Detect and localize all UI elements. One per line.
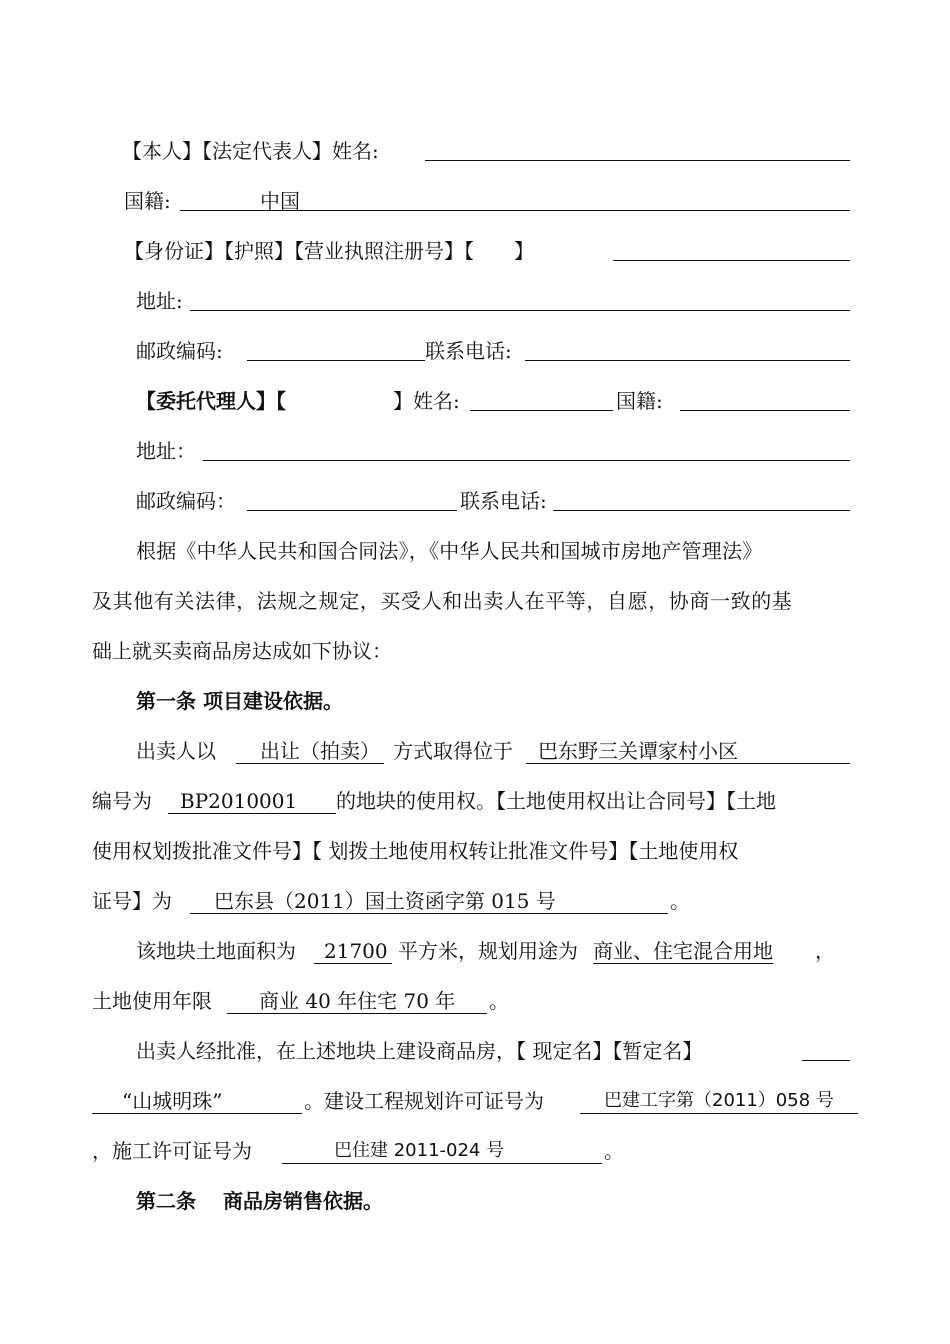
seller-rep-id-field[interactable] xyxy=(613,238,850,261)
agent-name-label-prefix: 【委托代理人】【 xyxy=(136,389,286,413)
article1-p5-text-a: 该地块土地面积为 xyxy=(136,939,296,963)
article1-land-term: 商业 40 年住宅 70 年 xyxy=(227,986,487,1016)
article1-land-use: 商业、住宅混合用地 xyxy=(593,936,773,966)
article1-project-name: “山城明珠” xyxy=(92,1086,302,1116)
article1-location: 巴东野三关谭家村小区 xyxy=(526,736,850,766)
seller-rep-postcode-field[interactable] xyxy=(247,338,425,361)
seller-rep-name-field[interactable] xyxy=(425,138,850,161)
article1-p4-text-a: 证号】为 xyxy=(92,889,172,913)
agent-name-field[interactable] xyxy=(470,388,613,411)
agent-postcode-label: 邮政编码： xyxy=(136,489,236,513)
article1-name-field-start xyxy=(802,1038,850,1061)
seller-rep-id-label: 【身份证】【护照】【营业执照注册号】【 】 xyxy=(124,239,534,263)
article1-parcel-number: BP2010001 xyxy=(168,786,336,816)
agent-nationality-label: 国籍: xyxy=(616,389,663,413)
article1-p9-text-b: 。 xyxy=(604,1139,624,1163)
seller-rep-phone-label: 联系电话: xyxy=(425,339,512,363)
seller-rep-nationality-label: 国籍: xyxy=(124,189,171,213)
agent-address-field[interactable] xyxy=(203,438,850,461)
article1-p8-text-b: 。建设工程规划许可证号为 xyxy=(304,1089,544,1113)
preamble-line-1: 根据《中华人民共和国合同法》，《中华人民共和国城市房地产管理法》 xyxy=(136,539,763,563)
agent-phone-label: 联系电话: xyxy=(460,489,547,513)
article1-p4-text-b: 。 xyxy=(670,889,690,913)
article1-title: 第一条 项目建设依据。 xyxy=(136,689,343,713)
article1-p1-text-b: 方式取得位于 xyxy=(393,739,513,763)
article1-p2-text-b: 的地块的使用权。【土地使用权出让合同号】【土地 xyxy=(336,789,776,813)
article1-p3-text: 使用权划拨批准文件号】【 划拨土地使用权转让批准文件号】【土地使用权 xyxy=(92,839,739,863)
article1-p9-text-a: ，施工许可证号为 xyxy=(92,1139,252,1163)
article1-p5-text-c: ， xyxy=(815,939,835,963)
article1-construction-permit: 巴住建 2011-024 号 xyxy=(282,1136,602,1166)
seller-rep-name-label: 【本人】【法定代表人】姓名: xyxy=(122,139,379,163)
agent-nationality-field[interactable] xyxy=(680,388,850,411)
article2-title: 第二条 商品房销售依据。 xyxy=(136,1189,383,1213)
seller-rep-nationality-value: 中国 xyxy=(260,189,300,213)
article1-land-cert-number: 巴东县（2011）国土资函字第 015 号 xyxy=(190,886,668,916)
agent-name-label-suffix: 】姓名: xyxy=(393,389,460,413)
article1-acquisition-method: 出让（拍卖） xyxy=(236,736,384,766)
agent-address-label: 地址： xyxy=(136,439,196,463)
preamble-line-2: 及其他有关法律，法规之规定，买受人和出卖人在平等，自愿，协商一致的基 xyxy=(92,589,793,613)
article1-p6-text-b: 。 xyxy=(489,989,509,1013)
article1-p2-text-a: 编号为 xyxy=(92,789,152,813)
article1-p1-text-a: 出卖人以 xyxy=(136,739,216,763)
seller-rep-phone-field[interactable] xyxy=(525,338,850,361)
article1-p5-text-b: 平方米，规划用途为 xyxy=(398,939,578,963)
agent-postcode-field[interactable] xyxy=(247,488,457,511)
agent-phone-field[interactable] xyxy=(553,488,850,511)
seller-rep-address-label: 地址: xyxy=(136,289,183,313)
seller-rep-address-field[interactable] xyxy=(190,288,850,311)
article1-planning-permit: 巴建工字第（2011）058 号 xyxy=(580,1086,858,1116)
seller-rep-postcode-label: 邮政编码: xyxy=(136,339,223,363)
article1-land-area: 21700 xyxy=(314,936,392,966)
article1-p6-text-a: 土地使用年限 xyxy=(92,989,212,1013)
preamble-line-3: 础上就买卖商品房达成如下协议： xyxy=(92,639,392,663)
article1-p7-text: 出卖人经批准，在上述地块上建设商品房，【 现定名】【暂定名】 xyxy=(136,1039,703,1063)
